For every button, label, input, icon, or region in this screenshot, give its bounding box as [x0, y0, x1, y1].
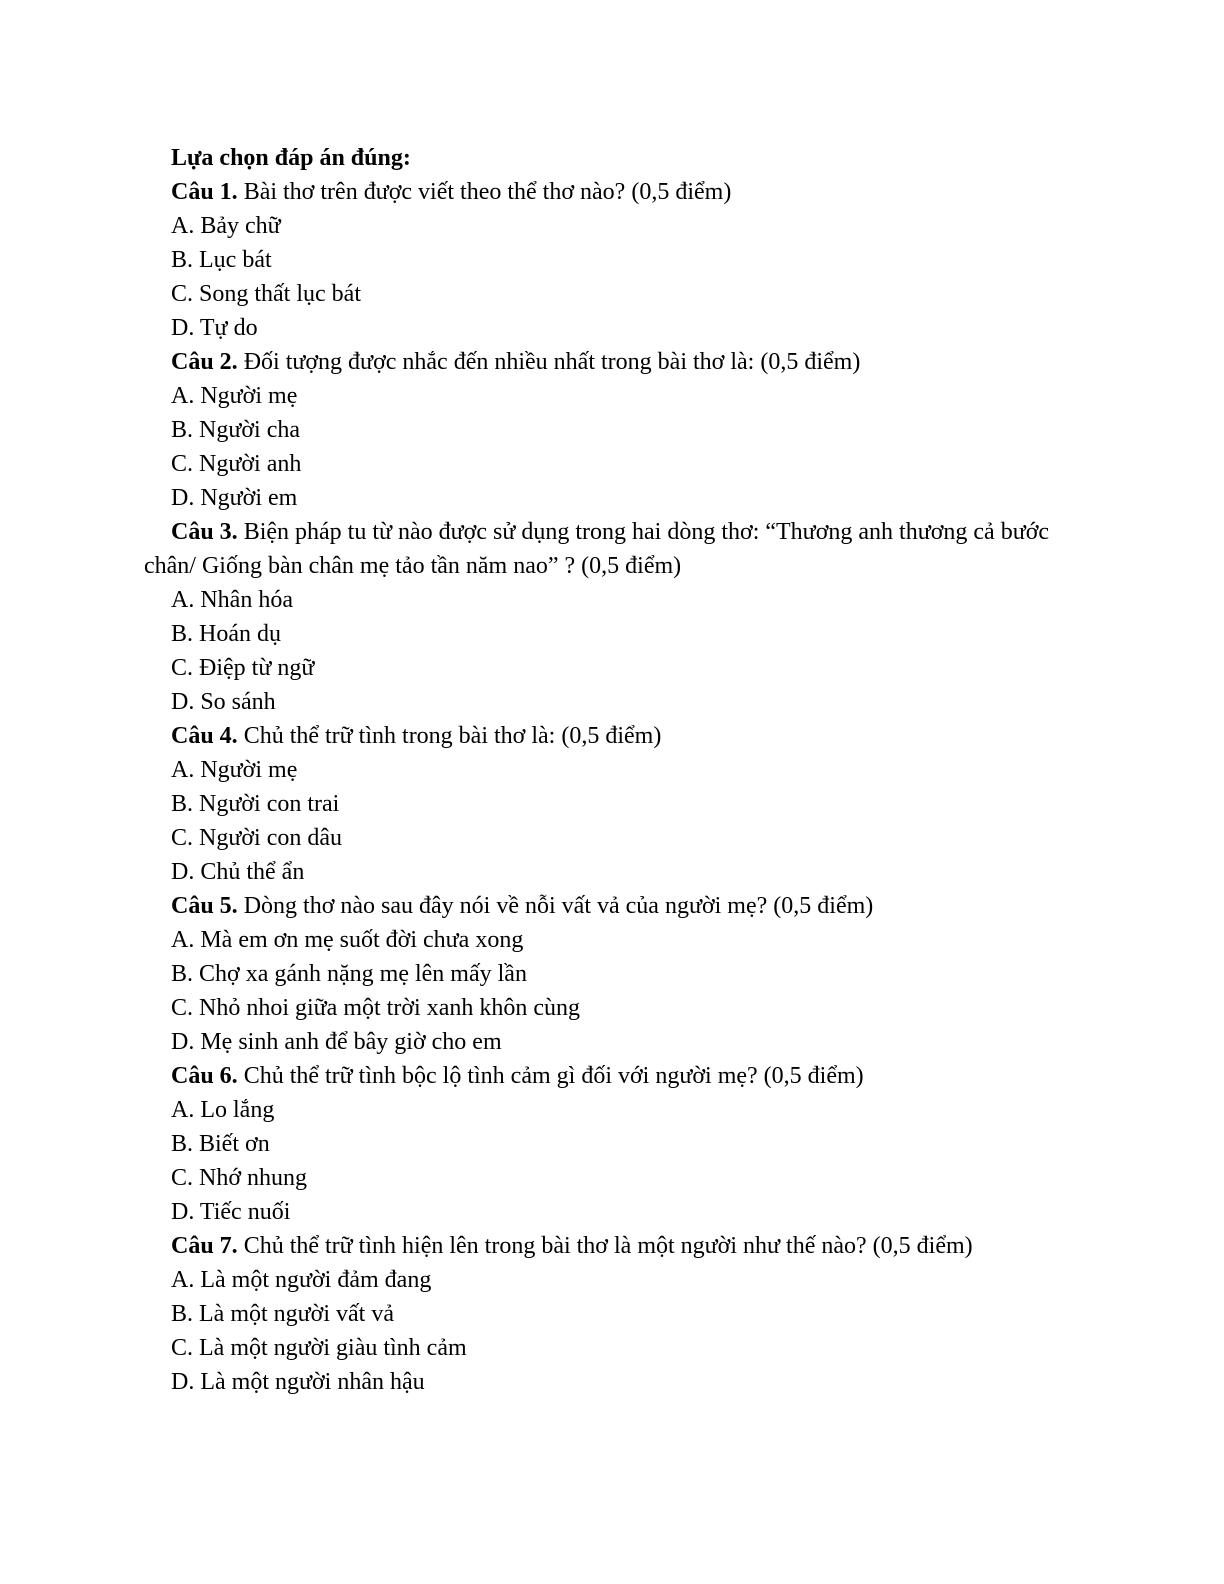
option: A. Là một người đảm đang: [171, 1267, 432, 1293]
option: D. Là một người nhân hậu: [171, 1369, 425, 1395]
option: D. Tự do: [171, 315, 258, 341]
quiz-content: [144, 141, 1084, 1399]
option: B. Người cha: [171, 417, 301, 443]
question-text: Đối tượng được nhắc đến nhiều nhất trong bài thơ là: (0,5 điểm): [237, 349, 861, 375]
question-text: Chủ thể trữ tình bộc lộ tình cảm gì đối với người mẹ? (0,5 điểm): [237, 1063, 864, 1089]
question-label: Câu 1.: [171, 179, 238, 205]
option: A. Lo lắng: [171, 1097, 275, 1123]
question-text: Dòng thơ nào sau đây nói về nỗi vất vả của người mẹ? (0,5 điểm): [237, 893, 874, 919]
option: B. Lục bát: [171, 247, 272, 273]
option: D. Tiếc nuối: [171, 1199, 291, 1225]
question-label: Câu 6.: [171, 1063, 238, 1089]
option: B. Chợ xa gánh nặng mẹ lên mấy lần: [171, 961, 527, 987]
option: B. Hoán dụ: [171, 621, 281, 647]
question-4: [144, 719, 1084, 753]
question-6: [144, 1059, 1084, 1093]
option: C. Nhớ nhung: [171, 1165, 308, 1191]
question-text: Bài thơ trên được viết theo thể thơ nào? (0,5 điểm): [237, 179, 732, 205]
question-label: Câu 2.: [171, 349, 238, 375]
question-text: Chủ thể trữ tình trong bài thơ là: (0,5 điểm): [237, 723, 662, 749]
question-text: Chủ thể trữ tình hiện lên trong bài thơ là một người như thế nào? (0,5 điểm): [237, 1233, 973, 1259]
section-heading: Lựa chọn đáp án đúng:: [171, 145, 411, 171]
question-label: Câu 3.: [171, 519, 238, 545]
option: D. Người em: [171, 485, 298, 511]
question-5: [144, 889, 1084, 923]
question-2: [144, 345, 1084, 379]
option: C. Nhỏ nhoi giữa một trời xanh khôn cùng: [171, 995, 580, 1021]
question-1: [144, 175, 1084, 209]
option: C. Người con dâu: [171, 825, 343, 851]
option: B. Là một người vất vả: [171, 1301, 394, 1327]
option: C. Song thất lục bát: [171, 281, 361, 307]
question-text: Biện pháp tu từ nào được sử dụng trong hai dòng thơ: “Thương anh thương cả bước chân/ Giống bàn chân mẹ tảo tần năm nao” ? (0,5 điểm): [144, 519, 1050, 579]
question-label: Câu 7.: [171, 1233, 238, 1259]
option: A. Người mẹ: [171, 383, 298, 409]
question-7: [144, 1229, 1084, 1263]
option: A. Người mẹ: [171, 757, 298, 783]
option: C. Người anh: [171, 451, 302, 477]
option: C. Là một người giàu tình cảm: [171, 1335, 467, 1361]
question-3: [144, 515, 1084, 583]
option: A. Nhân hóa: [171, 587, 293, 613]
option: D. Chủ thể ẩn: [171, 859, 305, 885]
option: D. So sánh: [171, 689, 276, 715]
question-label: Câu 5.: [171, 893, 238, 919]
option: B. Biết ơn: [171, 1131, 270, 1157]
option: A. Bảy chữ: [171, 213, 281, 239]
option: D. Mẹ sinh anh để bây giờ cho em: [171, 1029, 502, 1055]
option: A. Mà em ơn mẹ suốt đời chưa xong: [171, 927, 524, 953]
option: C. Điệp từ ngữ: [171, 655, 315, 681]
option: B. Người con trai: [171, 791, 340, 817]
question-label: Câu 4.: [171, 723, 238, 749]
